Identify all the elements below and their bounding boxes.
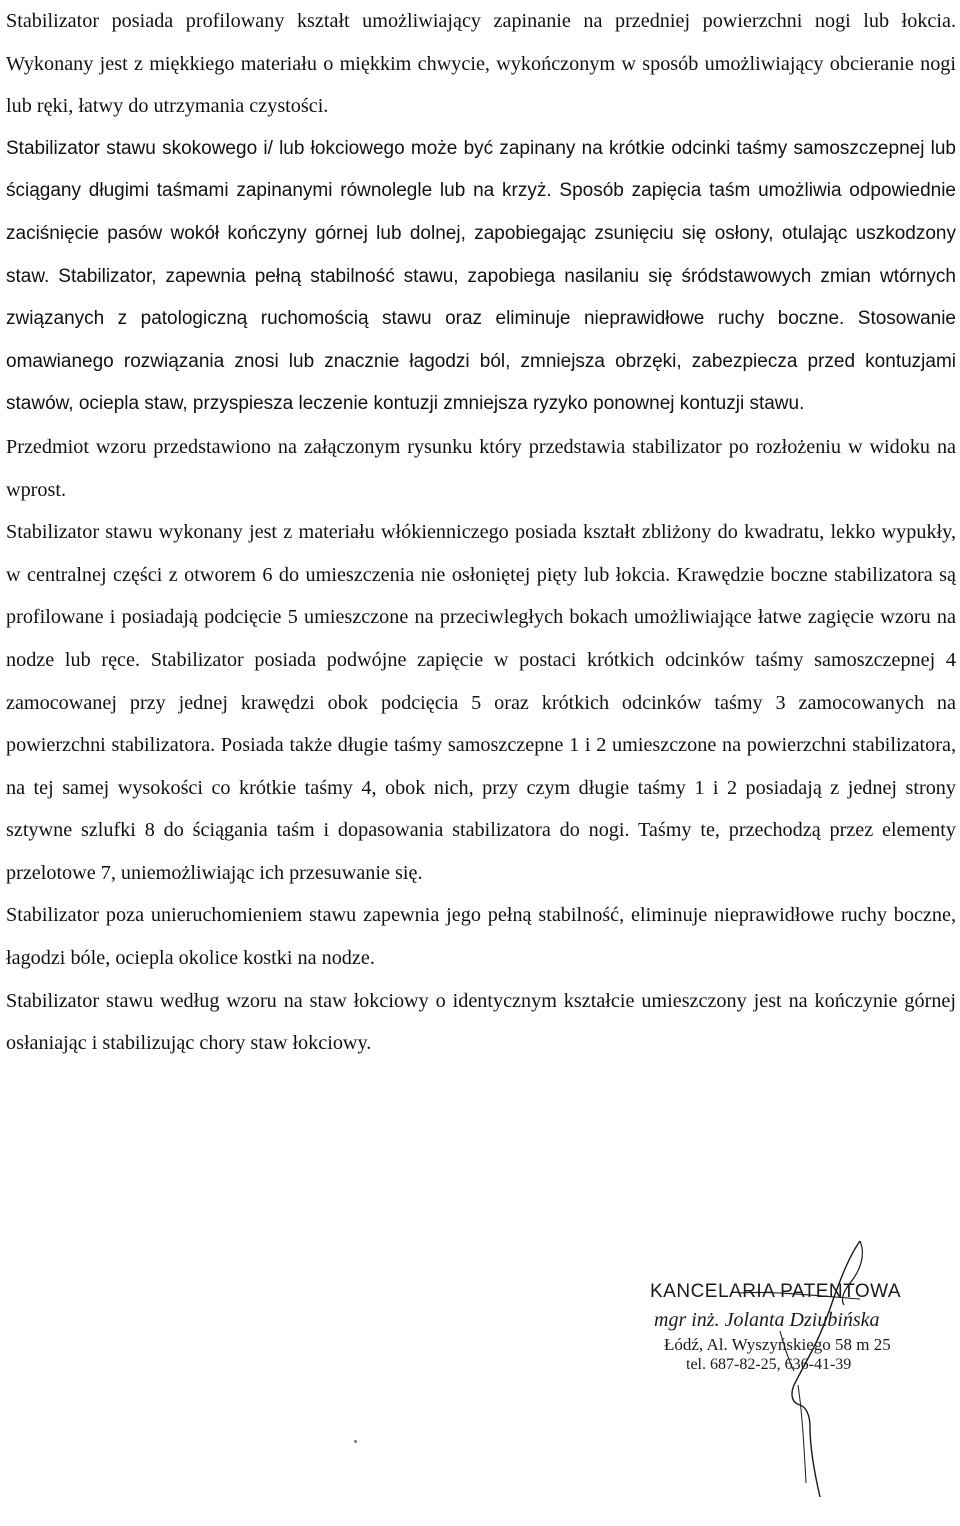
stamp-office-name: KANCELARIA PATENTOWA: [650, 1281, 902, 1302]
stamp-phone: tel. 687-82-25, 636-41-39: [686, 1356, 852, 1373]
stamp-attorney-name: mgr inż. Jolanta Dziubińska: [654, 1309, 880, 1331]
paragraph-6: Stabilizator poza unieruchomieniem stawu zapewnia jego pełną stabilność, eliminuje nieprawidłowe ruchy boczne, łagodzi bóle, ociepla okolice kostki na nodze.: [6, 904, 956, 970]
paragraph-4: Przedmiot wzoru przedstawiono na załączonym rysunku który przedstawia stabilizator po rozłożeniu w widoku na wprost.: [6, 435, 956, 501]
handwritten-signature: [710, 1235, 890, 1505]
stamp-address: Łódź, Al. Wyszyńskiego 58 m 25: [664, 1335, 891, 1354]
paragraph-5: Stabilizator stawu wykonany jest z materiału włókienniczego posiada kształt zbliżony do kwadratu, lekko wypukły, w centralnej części z otworem 6 do umieszczenia nie osłoniętej pięty lub łokcia. Krawędzie boczne stabilizatora są profilowane i posiadają podcięcie 5 umieszczone na przeciwległych bokach umożliwiające łatwe zagięcie wzoru na nodze lub ręce. Stabilizator posiada podwójne zapięcie w postaci krótkich odcinków taśmy samoszczepnej 4 zamocowanej przy jednej krawędzi obok podcięcia 5 oraz krótkich odcinków taśmy 3 zamocowanych na powierzchni stabilizatora. Posiada także długie taśmy samoszczepne 1 i 2 umieszczone na powierzchni stabilizatora, na tej samej wysokości co krótkie taśmy 4, obok nich, przy czym długie taśmy 1 i 2 posiadają z jednej strony sztywne szlufki 8 do ściągania taśm i dopasowania stabilizatora do nogi. Taśmy te, przechodzą przez elementy przelotowe 7, uniemożliwiając ich przesuwanie się.: [6, 521, 956, 884]
scan-speck: [354, 1440, 357, 1443]
document-page: [6, 0, 956, 1065]
paragraph-7: Stabilizator stawu według wzoru na staw łokciowy o identycznym kształcie umieszczony jest na kończynie górnej osłaniając i stabilizując chory staw łokciowy.: [6, 989, 956, 1055]
paragraph-1: Stabilizator posiada profilowany kształt umożliwiający zapinanie na przedniej powierzchni nogi lub łokcia. Wykonany jest z miękkiego materiału o miękkim chwycie, wykończonym w sposób umożliwiający obcieranie nogi lub ręki, łatwy do utrzymania czystości.: [6, 10, 956, 118]
paragraph-2: [6, 128, 956, 426]
paragraph-3-text: Stabilizator, zapewnia pełną stabilność stawu, zapobiega nasilaniu się śródstawowych zmian wtórnych związanych z patologiczną ruchomością stawu oraz eliminuje nieprawidłowe ruchy boczne. Stosowanie omawianego rozwiązania znosi lub znacznie łagodzi ból, zmniejsza obrzęki, zabezpiecza przed kontuzjami stawów, ociepla staw, przyspiesza leczenie kontuzji zmniejsza ryzyko ponownej kontuzji stawu.: [6, 265, 956, 415]
patent-office-stamp: [650, 1235, 950, 1505]
paragraph-2-text: Stabilizator stawu skokowego i/ lub łokciowego może być zapinany na krótkie odcinki taśmy samoszczepnej lub ściągany długimi taśmami zapinanymi równolegle lub na krzyż. Sposób zapięcia taśm umożliwia odpowiednie zaciśnięcie pasów wokół kończyny górnej lub dolnej, zapobiegając zsunięciu się osłony, otulając uszkodzony staw.: [6, 137, 956, 287]
